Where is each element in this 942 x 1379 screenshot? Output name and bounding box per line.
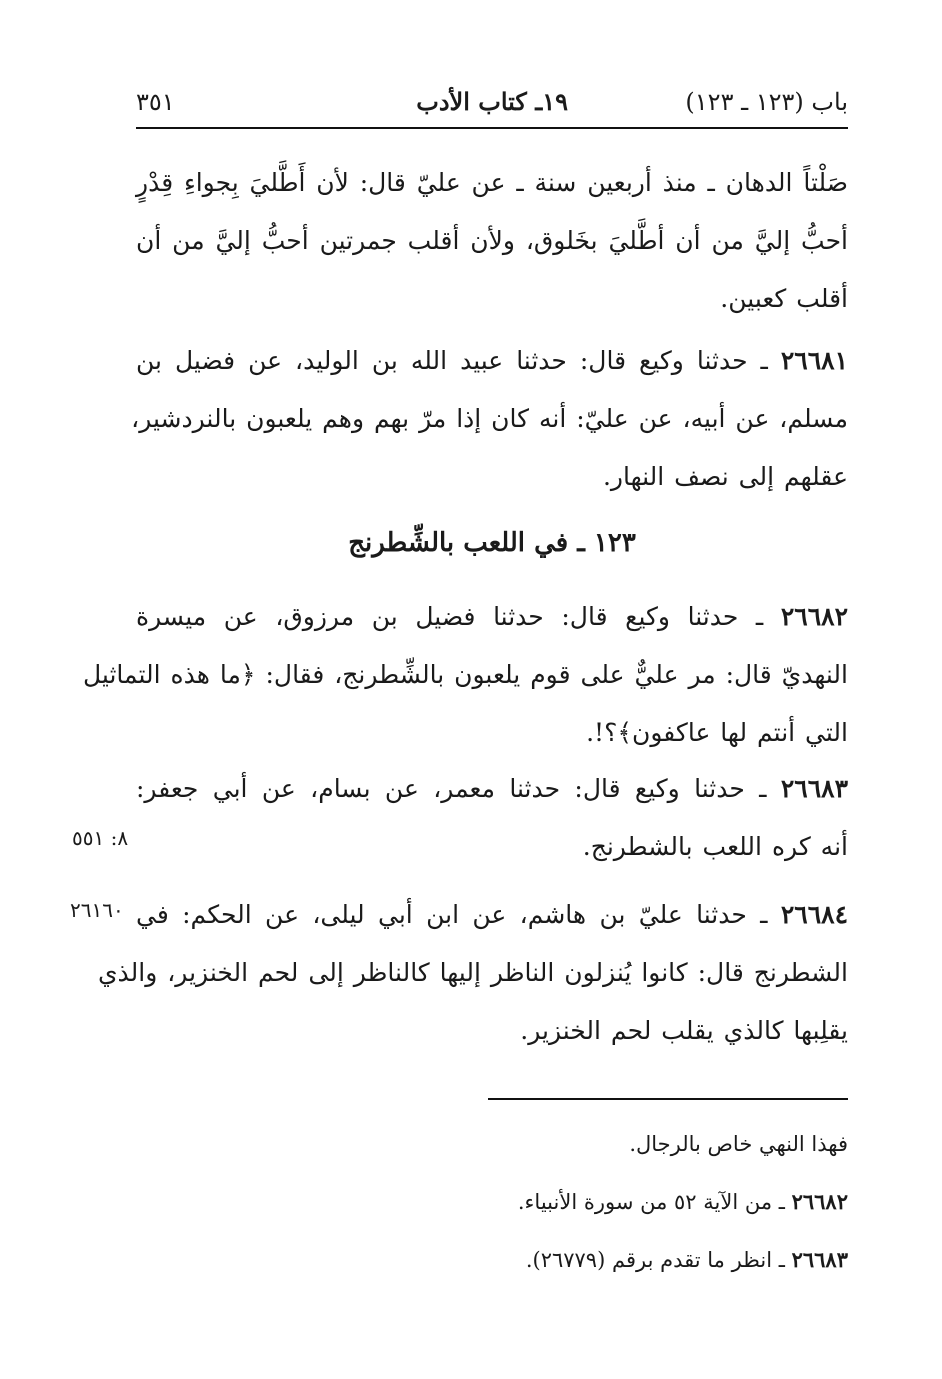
hadith-number: ٢٦٦٨١ — [780, 346, 848, 375]
hadith-number: ٢٦٦٨٤ — [780, 900, 848, 929]
running-header — [136, 82, 848, 122]
footnote — [136, 1231, 848, 1289]
footnote-text: ـ من الآية ٥٢ من سورة الأنبياء. — [517, 1190, 785, 1214]
text-line: عقلهم إلى نصف النهار. — [602, 462, 848, 491]
text-line: التي أنتم لها عاكفون﴾؟!. — [586, 718, 848, 747]
hadith-26683 — [136, 760, 848, 876]
margin-reference: ٨: ٥٥١ — [72, 826, 129, 850]
footnote-divider — [488, 1098, 848, 1100]
text-line — [136, 886, 848, 944]
text-line: صَلْتاً الدهان ـ منذ أربعين سنة ـ عن عليّ قال: لأن أَطَّليَ بِجواءِ قِدْرٍ — [136, 168, 848, 197]
hadith-number: ٢٦٦٨٣ — [780, 774, 848, 803]
text-line: أنه كره اللعب بالشطرنج. — [582, 832, 848, 861]
text-line: يقلِبها كالذي يقلب لحم الخنزير. — [520, 1016, 848, 1045]
text-line-content: ـ حدثنا وكيع قال: حدثنا معمر، عن بسام، عن أبي جعفر: — [136, 774, 767, 803]
footnote — [136, 1173, 848, 1231]
text-line — [136, 332, 848, 390]
margin-reference: ٢٦١٦٠ — [70, 898, 124, 922]
text-line: النهديّ قال: مر عليٌّ على قوم يلعبون بالشِّطرنج، فقال: ﴿ما هذه التماثيل — [82, 660, 848, 689]
text-line — [136, 588, 848, 646]
text-line-content: ـ حدثنا وكيع قال: حدثنا عبيد الله بن الوليد، عن فضيل بن — [136, 346, 768, 375]
hadith-26682 — [82, 588, 848, 762]
text-line — [136, 760, 848, 818]
text-line: أقلب كعبين. — [720, 284, 848, 313]
footnotes — [136, 1115, 848, 1289]
book-title: ١٩ـ كتاب الأدب — [416, 87, 568, 116]
text-line: مسلم، عن أبيه، عن عليّ: أنه كان إذا مرّ بهم وهم يلعبون بالنردشير، — [131, 404, 848, 433]
section-heading: ١٢٣ ـ في اللعب بالشِّطرنج — [348, 528, 636, 558]
page-number: ٣٥١ — [136, 88, 175, 116]
hadith-number: ٢٦٦٨٢ — [780, 602, 848, 631]
text-line: الشطرنج قال: كانوا يُنزلون الناظر إليها كالناظر إلى لحم الخنزير، والذي — [97, 958, 848, 987]
header-divider — [136, 127, 848, 129]
paragraph-continuation — [136, 154, 848, 328]
footnote-number: ٢٦٦٨٣ — [791, 1247, 848, 1272]
chapter-reference: باب (١٢٣ ـ ١٢٣) — [685, 88, 848, 116]
footnote: فهذا النهي خاص بالرجال. — [629, 1132, 848, 1156]
text-line-content: ـ حدثنا عليّ بن هاشم، عن ابن أبي ليلى، عن الحكم: في — [136, 900, 768, 929]
text-line-content: ـ حدثنا وكيع قال: حدثنا فضيل بن مرزوق، عن ميسرة — [136, 602, 764, 631]
text-line: أحبُّ إليَّ من أن أطَّليَ بخَلوق، ولأن أقلب جمرتين أحبُّ إليَّ من أن — [136, 226, 848, 255]
footnote-number: ٢٦٦٨٢ — [791, 1189, 848, 1214]
hadith-26681 — [131, 332, 848, 506]
footnote-text: ـ انظر ما تقدم برقم (٢٦٧٧٩). — [525, 1248, 785, 1272]
